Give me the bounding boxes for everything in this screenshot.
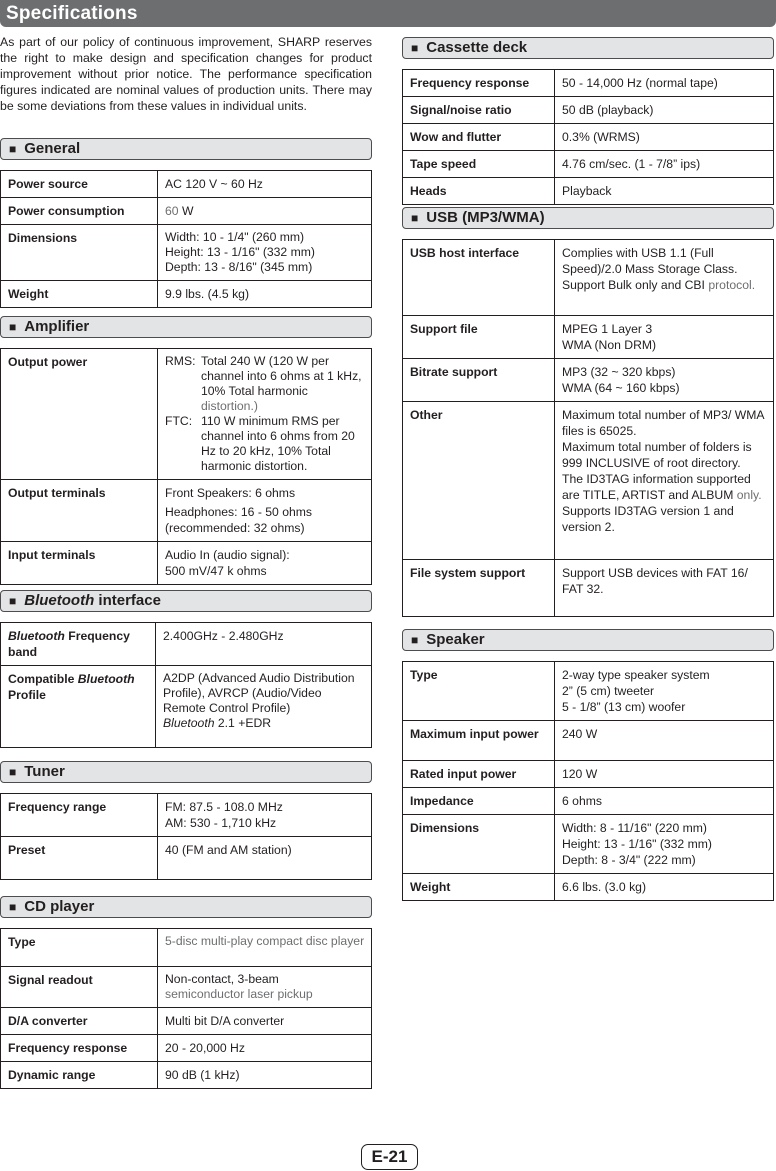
spec-value: Front Speakers: 6 ohms Headphones: 16 - 50 ohms (recommended: 32 ohms) bbox=[158, 480, 372, 542]
table-row bbox=[1, 837, 372, 880]
spec-label: Signal readout bbox=[1, 967, 158, 1008]
cd-player-spec-table bbox=[0, 928, 372, 1089]
table-row bbox=[1, 1008, 372, 1035]
rms-line: RMS: Total 240 W (120 W per channel into 6 ohms at 1 kHz, 10% Total harmonic distortion.) bbox=[165, 354, 362, 413]
square-bullet-icon: ■ bbox=[9, 900, 17, 914]
square-bullet-icon: ■ bbox=[9, 594, 17, 608]
section-heading-general: ■ General bbox=[0, 138, 372, 160]
table-row bbox=[403, 874, 774, 901]
square-bullet-icon: ■ bbox=[411, 211, 419, 225]
spec-label: Dynamic range bbox=[1, 1062, 158, 1089]
table-row bbox=[1, 225, 372, 281]
spec-value: 20 - 20,000 Hz bbox=[158, 1035, 372, 1062]
spec-value: Playback bbox=[555, 178, 774, 205]
table-row bbox=[403, 240, 774, 316]
spec-label: Power source bbox=[1, 171, 158, 198]
spec-value: 9.9 lbs. (4.5 kg) bbox=[158, 281, 372, 308]
table-row bbox=[1, 198, 372, 225]
table-row bbox=[403, 788, 774, 815]
tuner-spec-table bbox=[0, 793, 372, 880]
spec-label: Preset bbox=[1, 837, 158, 880]
spec-value: 6.6 lbs. (3.0 kg) bbox=[555, 874, 774, 901]
spec-value: 2.400GHz - 2.480GHz bbox=[156, 623, 372, 666]
spec-value bbox=[158, 349, 372, 480]
table-row bbox=[403, 359, 774, 402]
table-row bbox=[403, 815, 774, 874]
table-row bbox=[403, 721, 774, 761]
spec-value: 90 dB (1 kHz) bbox=[158, 1062, 372, 1089]
spec-value: 60 W bbox=[158, 198, 372, 225]
table-row bbox=[1, 1035, 372, 1062]
table-row bbox=[403, 761, 774, 788]
general-spec-table bbox=[0, 170, 372, 308]
bluetooth-spec-table bbox=[0, 622, 372, 748]
spec-value: Complies with USB 1.1 (Full Speed)/2.0 Mass Storage Class. Support Bulk only and CBI protocol. bbox=[555, 240, 774, 316]
spec-label: Dimensions bbox=[1, 225, 158, 281]
spec-label: Dimensions bbox=[403, 815, 555, 874]
table-row bbox=[403, 70, 774, 97]
square-bullet-icon: ■ bbox=[9, 765, 17, 779]
spec-label: Frequency response bbox=[1, 1035, 158, 1062]
table-row bbox=[1, 666, 372, 748]
square-bullet-icon: ■ bbox=[411, 633, 419, 647]
spec-label: Weight bbox=[1, 281, 158, 308]
spec-value: Width: 10 - 1/4" (260 mm) Height: 13 - 1/16" (332 mm) Depth: 13 - 8/16" (345 mm) bbox=[158, 225, 372, 281]
spec-label: Other bbox=[403, 402, 555, 560]
spec-value: FM: 87.5 - 108.0 MHz AM: 530 - 1,710 kHz bbox=[158, 794, 372, 837]
section-heading-amplifier: ■ Amplifier bbox=[0, 316, 372, 338]
spec-value: A2DP (Advanced Audio Distribution Profile), AVRCP (Audio/Video Remote Control Profile) Bluetooth 2.1 +EDR bbox=[156, 666, 372, 748]
table-row bbox=[1, 794, 372, 837]
spec-value: 50 dB (playback) bbox=[555, 97, 774, 124]
table-row bbox=[1, 480, 372, 542]
spec-label: Tape speed bbox=[403, 151, 555, 178]
spec-value: 120 W bbox=[555, 761, 774, 788]
spec-label: Output terminals bbox=[1, 480, 158, 542]
square-bullet-icon: ■ bbox=[411, 41, 419, 55]
section-heading-tuner: ■ Tuner bbox=[0, 761, 372, 783]
table-row bbox=[1, 929, 372, 967]
cassette-deck-spec-table bbox=[402, 69, 774, 205]
table-row bbox=[403, 151, 774, 178]
spec-label: Frequency range bbox=[1, 794, 158, 837]
spec-label: File system support bbox=[403, 560, 555, 617]
spec-value: 6 ohms bbox=[555, 788, 774, 815]
usb-spec-table bbox=[402, 239, 774, 617]
spec-value: AC 120 V ~ 60 Hz bbox=[158, 171, 372, 198]
spec-value: Non-contact, 3-beam semiconductor laser pickup bbox=[158, 967, 372, 1008]
spec-value: 40 (FM and AM station) bbox=[158, 837, 372, 880]
table-row bbox=[1, 623, 372, 666]
spec-label: Signal/noise ratio bbox=[403, 97, 555, 124]
page-title: Specifications bbox=[6, 3, 138, 24]
page-header-banner bbox=[0, 0, 776, 27]
spec-value: 2-way type speaker system 2” (5 cm) tweeter 5 - 1/8” (13 cm) woofer bbox=[555, 662, 774, 721]
spec-label: Output power bbox=[1, 349, 158, 480]
table-row bbox=[1, 281, 372, 308]
table-row bbox=[1, 542, 372, 585]
spec-label: Support file bbox=[403, 316, 555, 359]
spec-value: 0.3% (WRMS) bbox=[555, 124, 774, 151]
section-heading-cassette-deck: ■ Cassette deck bbox=[402, 37, 774, 59]
table-row bbox=[403, 316, 774, 359]
table-row bbox=[1, 967, 372, 1008]
spec-label: Heads bbox=[403, 178, 555, 205]
spec-label: USB host interface bbox=[403, 240, 555, 316]
table-row bbox=[403, 402, 774, 560]
spec-value: MP3 (32 ~ 320 kbps) WMA (64 ~ 160 kbps) bbox=[555, 359, 774, 402]
section-usb bbox=[402, 207, 774, 617]
spec-label: Maximum input power bbox=[403, 721, 555, 761]
spec-label: Type bbox=[403, 662, 555, 721]
table-row bbox=[1, 171, 372, 198]
table-row bbox=[403, 178, 774, 205]
section-amplifier bbox=[0, 316, 372, 585]
spec-label: Bluetooth Frequency band bbox=[1, 623, 156, 666]
speaker-spec-table bbox=[402, 661, 774, 901]
section-speaker bbox=[402, 629, 774, 901]
section-heading-usb: ■ USB (MP3/WMA) bbox=[402, 207, 774, 229]
spec-label: Bitrate support bbox=[403, 359, 555, 402]
spec-label: Impedance bbox=[403, 788, 555, 815]
spec-label: Frequency response bbox=[403, 70, 555, 97]
section-bluetooth bbox=[0, 590, 372, 748]
spec-value: Support USB devices with FAT 16/ FAT 32. bbox=[555, 560, 774, 617]
spec-value: 4.76 cm/sec. (1 - 7/8” ips) bbox=[555, 151, 774, 178]
ftc-line: FTC: 110 W minimum RMS per channel into 6 ohms from 20 Hz to 20 kHz, 10% Total harmonic distortion. bbox=[165, 414, 355, 473]
spec-label: Weight bbox=[403, 874, 555, 901]
page-number: E-21 bbox=[361, 1144, 418, 1170]
spec-label: Input terminals bbox=[1, 542, 158, 585]
spec-value: 5-disc multi-play compact disc player bbox=[158, 929, 372, 967]
section-general bbox=[0, 138, 372, 308]
spec-value: Maximum total number of MP3/ WMA files is 65025. Maximum total number of folders is 999 INCLUSIVE of root directory. The ID3TAG information supported are TITLE, ARTIST and ALBUM only. Supports ID3TAG version 1 and version 2. bbox=[555, 402, 774, 560]
square-bullet-icon: ■ bbox=[9, 142, 17, 156]
spec-label: Wow and flutter bbox=[403, 124, 555, 151]
section-heading-bluetooth: ■ Bluetooth interface bbox=[0, 590, 372, 612]
section-heading-cd-player: ■ CD player bbox=[0, 896, 372, 918]
spec-label: D/A converter bbox=[1, 1008, 158, 1035]
amplifier-spec-table bbox=[0, 348, 372, 585]
section-cd-player bbox=[0, 896, 372, 1089]
table-row bbox=[1, 1062, 372, 1089]
spec-label: Compatible Bluetooth Profile bbox=[1, 666, 156, 748]
square-bullet-icon: ■ bbox=[9, 320, 17, 334]
table-row bbox=[403, 662, 774, 721]
spec-value: 50 - 14,000 Hz (normal tape) bbox=[555, 70, 774, 97]
section-cassette-deck bbox=[402, 37, 774, 205]
spec-label: Type bbox=[1, 929, 158, 967]
spec-value: Multi bit D/A converter bbox=[158, 1008, 372, 1035]
spec-value: Width: 8 - 11/16" (220 mm) Height: 13 - 1/16" (332 mm) Depth: 8 - 3/4" (222 mm) bbox=[555, 815, 774, 874]
spec-value: 240 W bbox=[555, 721, 774, 761]
table-row bbox=[403, 124, 774, 151]
spec-value: Audio In (audio signal): 500 mV/47 k ohms bbox=[158, 542, 372, 585]
intro-paragraph: As part of our policy of continuous improvement, SHARP reserves the right to make design and specification changes for product improvement without prior notice. The performance specification figures indicated are nominal values of production units. There may be some deviations from these values in individual units. bbox=[0, 35, 372, 113]
spec-label: Power consumption bbox=[1, 198, 158, 225]
spec-label: Rated input power bbox=[403, 761, 555, 788]
table-row bbox=[1, 349, 372, 480]
section-heading-speaker: ■ Speaker bbox=[402, 629, 774, 651]
spec-value: MPEG 1 Layer 3 WMA (Non DRM) bbox=[555, 316, 774, 359]
table-row bbox=[403, 560, 774, 617]
section-tuner bbox=[0, 761, 372, 880]
table-row bbox=[403, 97, 774, 124]
